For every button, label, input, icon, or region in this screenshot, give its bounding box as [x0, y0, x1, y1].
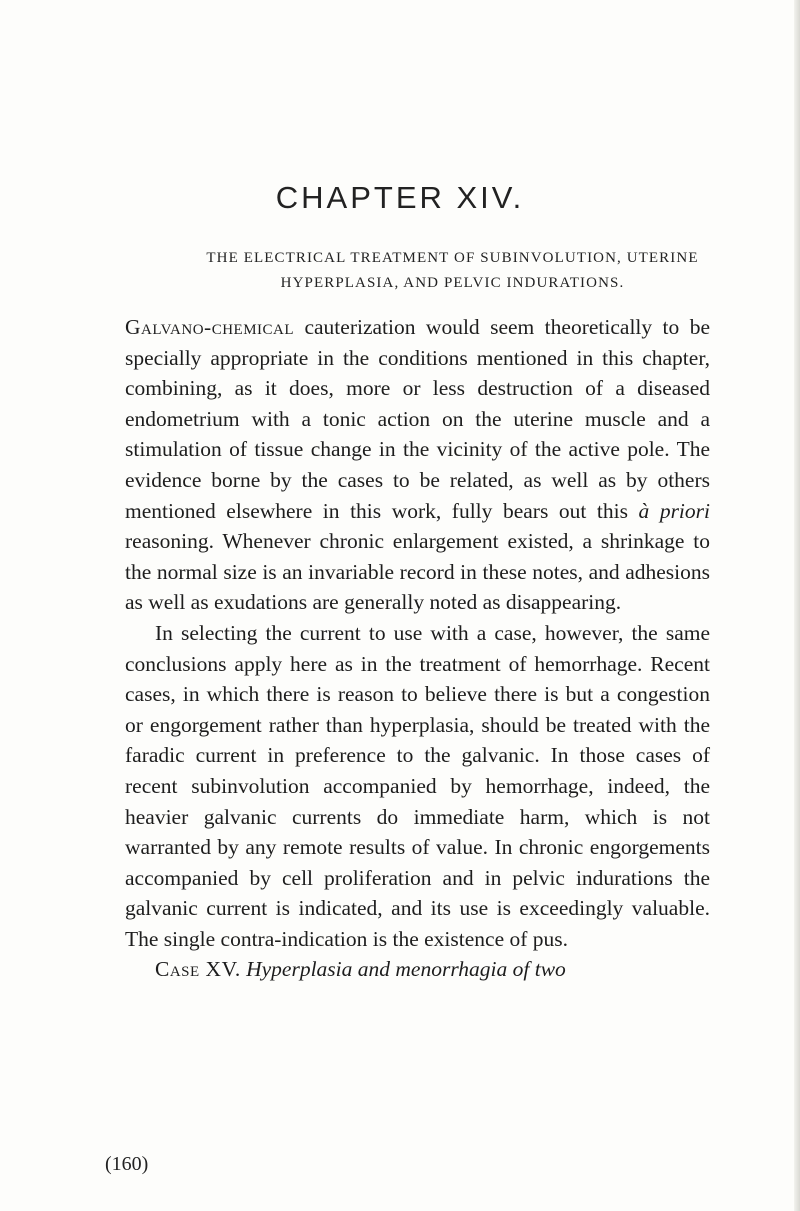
body-text [125, 312, 710, 985]
paragraph-1-italic: à priori [638, 498, 710, 523]
section-heading: THE ELECTRICAL TREATMENT OF SUBINVOLUTION, UTERINE HYPERPLASIA, AND PELVIC INDURATIONS. [206, 250, 699, 291]
paragraph-1 [125, 312, 710, 618]
paragraph-1-text-b: reasoning. Whenever chronic enlargement existed, a shrinkage to the normal size is an invariable record in these notes, and adhesions as well as exudations are generally noted as disappearing. [125, 529, 710, 615]
paragraph-1-text-a: cauterization would seem theoretically to be specially appropriate in the conditions mentioned in this chapter, combining, as it does, more or less destruction of a diseased endometrium with a tonic action on the uterine muscle and a stimulation of tissue change in the vicinity of the active pole. The evidence borne by the cases to be related, as well as by others mentioned elsewhere in this work, fully bears out this [125, 315, 710, 523]
paragraph-2: In selecting the current to use with a case, however, the same conclusions apply here as in the treatment of hemorrhage. Recent cases, in which there is reason to believe there is but a congestion or engorgement rather than hyperplasia, should be treated with the faradic current in preference to the galvanic. In those cases of recent subinvolution accompanied by hemorrhage, indeed, the heavier galvanic currents do immediate harm, which is not warranted by any remote results of value. In chronic engorgements accompanied by cell proliferation and in pelvic indurations the galvanic current is indicated, and its use is exceedingly valuable. The single contra-indication is the existence of pus. [125, 620, 710, 951]
chapter-title: CHAPTER XIV. [275, 180, 525, 215]
page-number: (160) [105, 1153, 149, 1175]
paragraph-1-lead: Galvano-chemical [125, 315, 295, 339]
case-title: Hyperplasia and menorrhagia of two [246, 957, 566, 982]
case-heading [125, 954, 710, 985]
case-label: Case XV. [155, 957, 241, 982]
